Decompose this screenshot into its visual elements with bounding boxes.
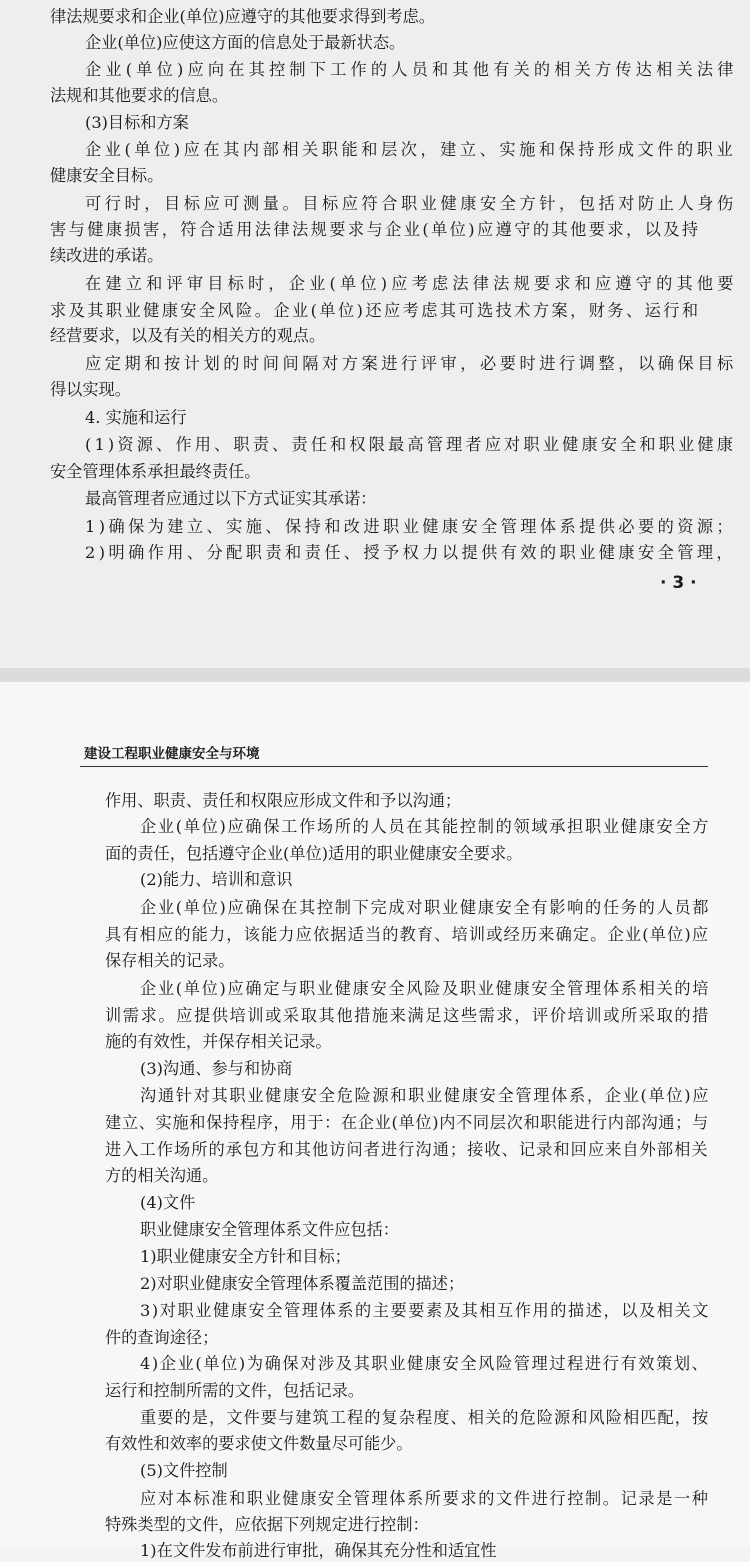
body-text-line: (2)能力、培训和意识	[140, 870, 293, 889]
body-text-line: 3)对职业健康安全管理体系的主要要素及其相互作用的描述，以及相关文	[140, 1301, 710, 1320]
body-text-line: 应定期和按计划的时间间隔对方案进行评审，必要时进行调整，以确保目标	[85, 354, 737, 373]
header-rule	[80, 766, 708, 767]
body-text-line: 建立、实施和保持程序，用于：在企业(单位)内不同层次和职能进行内部沟通；与	[105, 1113, 709, 1132]
body-text-line: 安全管理体系承担最终责任。	[50, 462, 261, 481]
body-text-line: 得以实现。	[50, 380, 131, 399]
body-text-line: 重要的是，文件要与建筑工程的复杂程度、相关的危险源和风险相匹配，按	[140, 1408, 710, 1427]
body-text-line: (3)目标和方案	[85, 113, 189, 132]
body-text-line: 特殊类型的文件，应依据下列规定进行控制：	[105, 1515, 429, 1534]
body-text-line: 2)明确作用、分配职责和责任、授予权力以提供有效的职业健康安全管理，	[85, 543, 737, 562]
body-text-line: 求及其职业健康安全风险。企业(单位)还应考虑其可选技术方案，财务、运行和	[50, 301, 701, 320]
body-text-line: 训需求。应提供培训或采取其他措施来满足这些需求，评价培训或所采取的措	[105, 1006, 710, 1025]
body-text-line: (4)文件	[140, 1193, 196, 1212]
body-text-line: (5)文件控制	[140, 1461, 228, 1480]
body-text-line: 最高管理者应通过以下方式证实其承诺：	[85, 489, 377, 508]
body-text-line: 企业(单位)应确保工作场所的人员在其能控制的领域承担职业健康安全方	[140, 817, 711, 836]
body-text-line: 企业(单位)应使这方面的信息处于最新状态。	[85, 33, 406, 52]
body-text-line: (1)资源、作用、职责、责任和权限最高管理者应对职业健康安全和职业健康	[85, 435, 737, 454]
body-text-line: 企业(单位)应在其内部相关职能和层次，建立、实施和保持形成文件的职业	[85, 140, 737, 159]
body-text-line: 保存相关的记录。	[105, 951, 235, 970]
body-text-line: 进入工作场所的承包方和其他访问者进行沟通；接收、记录和回应来自外部相关	[105, 1140, 709, 1159]
body-text-line: 1)职业健康安全方针和目标；	[140, 1247, 351, 1266]
body-text-line: 件的查询途径；	[105, 1328, 219, 1347]
body-text-line: 有效性和效率的要求使文件数量尽可能少。	[105, 1434, 413, 1453]
body-text-line: 害与健康损害，符合适用法律法规要求与企业(单位)应遵守的其他要求，以及持	[50, 220, 701, 239]
body-text-line: 作用、职责、责任和权限应形成文件和予以沟通；	[105, 791, 462, 810]
body-text-line: 健康安全目标。	[50, 166, 164, 185]
body-text-line: 具有相应的能力，该能力应依据适当的教育、培训或经历来确定。企业(单位)应	[105, 925, 710, 944]
body-text-line: 运行和控制所需的文件，包括记录。	[105, 1381, 364, 1400]
body-text-line: 2)对职业健康安全管理体系覆盖范围的描述；	[140, 1274, 465, 1293]
page-number: · 3 ·	[660, 573, 697, 593]
body-text-line: 续改进的承诺。	[50, 246, 164, 265]
body-text-line: 企业(单位)应确定与职业健康安全风险及职业健康安全管理体系相关的培	[140, 979, 711, 998]
body-text-line: 经营要求，以及有关的相关方的观点。	[50, 326, 326, 345]
body-text-line: 在建立和评审目标时，企业(单位)应考虑法律法规要求和应遵守的其他要	[85, 274, 738, 293]
body-text-line: (3)沟通、参与和协商	[140, 1059, 293, 1078]
running-header: 建设工程职业健康安全与环境	[84, 746, 260, 762]
body-text-line: 方的相关沟通。	[105, 1166, 219, 1185]
body-text-line: 1)确保为建立、实施、保持和改进职业健康安全管理体系提供必要的资源；	[85, 517, 737, 536]
body-text-line: 企业(单位)应向在其控制下工作的人员和其他有关的相关方传达相关法律	[85, 60, 738, 79]
body-text-line: 律法规要求和企业(单位)应遵守的其他要求得到考虑。	[50, 7, 435, 26]
body-text-line: 施的有效性，并保存相关记录。	[105, 1032, 332, 1051]
body-text-line: 法规和其他要求的信息。	[50, 86, 229, 105]
body-text-line: 可行时，目标应可测量。目标应符合职业健康安全方针，包括对防止人身伤	[85, 194, 737, 213]
body-text-line: 1)在文件发布前进行审批，确保其充分性和适宜性	[140, 1541, 497, 1560]
body-text-line: 4)企业(单位)为确保对涉及其职业健康安全风险管理过程进行有效策划、	[140, 1354, 710, 1373]
body-text-line: 职业健康安全管理体系文件应包括：	[140, 1220, 399, 1239]
body-text-line: 4. 实施和运行	[85, 408, 187, 427]
page-gap	[0, 668, 750, 682]
body-text-line: 企业(单位)应确保在其控制下完成对职业健康安全有影响的任务的人员都	[140, 898, 711, 917]
body-text-line: 应对本标准和职业健康安全管理体系所要求的文件进行控制。记录是一种	[140, 1489, 710, 1508]
body-text-line: 沟通针对其职业健康安全危险源和职业健康安全管理体系，企业(单位)应	[140, 1086, 711, 1105]
body-text-line: 面的责任，包括遵守企业(单位)适用的职业健康安全要求。	[105, 844, 523, 863]
